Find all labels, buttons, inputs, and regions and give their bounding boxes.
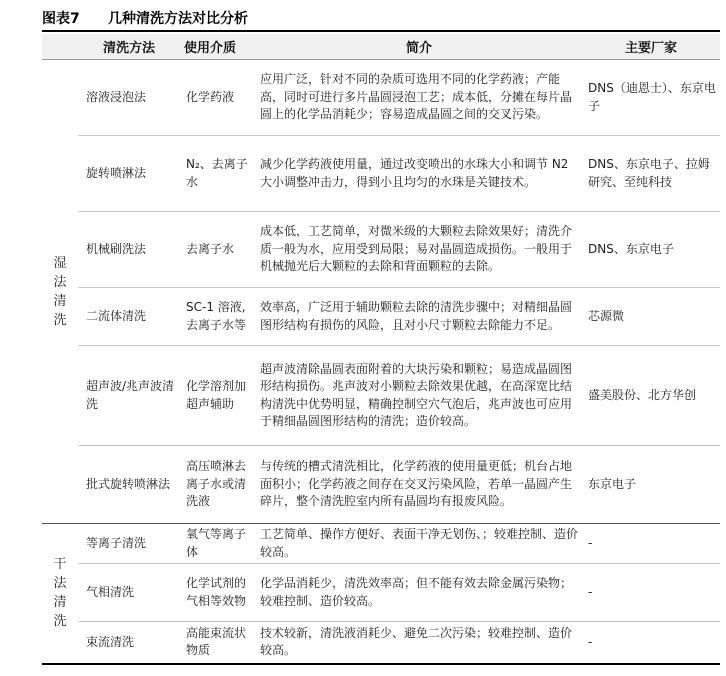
intro-cell: 效率高，广泛用于辅助颗粒去除的清洗步骤中；对精细晶圆图形结构有损伤的风险，且对小尺寸颗粒去除能力不足。 xyxy=(256,288,582,346)
maker-cell: DNS、东京电子、拉姆研究、至纯科技 xyxy=(582,136,720,212)
method-cell: 溶液浸泡法 xyxy=(78,60,180,136)
table-row xyxy=(42,288,720,346)
table-row xyxy=(42,212,720,288)
maker-cell: 芯源微 xyxy=(582,288,720,346)
intro-cell: 超声波清除晶圆表面附着的大块污染和颗粒；易造成晶圆图形结构损伤。兆声波对小颗粒去除效果优越，在高深宽比结构清洗中优势明显，精确控制空穴气泡后，兆声波也可应用于精细晶圆图形结构的清洗；造价较高。 xyxy=(256,346,582,446)
table-row xyxy=(42,564,720,622)
group-wet-label: 湿法清洗 xyxy=(53,255,67,328)
medium-cell: N₂、去离子水 xyxy=(180,136,256,212)
medium-cell: 高压喷淋去离子水或清洗液 xyxy=(180,446,256,524)
method-cell: 气相清洗 xyxy=(78,564,180,622)
header-medium: 使用介质 xyxy=(180,34,256,60)
medium-cell: SC-1 溶液,去离子水等 xyxy=(180,288,256,346)
medium-cell: 氧气等离子体 xyxy=(180,524,256,564)
table-row xyxy=(42,136,720,212)
medium-cell: 化学溶剂加超声辅助 xyxy=(180,346,256,446)
medium-cell: 化学药液 xyxy=(180,60,256,136)
table-row xyxy=(42,60,720,136)
maker-cell: - xyxy=(582,524,720,564)
medium-cell: 高能束流状物质 xyxy=(180,622,256,664)
maker-cell: - xyxy=(582,622,720,664)
intro-cell: 应用广泛，针对不同的杂质可选用不同的化学药液；产能高，同时可进行多片晶圆浸泡工艺；成本低，分摊在每片晶圆上的化学品消耗少；容易造成晶圆之间的交叉污染。 xyxy=(256,60,582,136)
intro-cell: 化学品消耗少，清洗效率高；但不能有效去除金属污染物；较难控制、造价较高。 xyxy=(256,564,582,622)
maker-cell: - xyxy=(582,564,720,622)
intro-cell: 技术较新，清洗液消耗少、避免二次污染；较难控制、造价较高。 xyxy=(256,622,582,664)
intro-cell: 与传统的槽式清洗相比，化学药液的使用量更低；机台占地面积小；化学药液之间存在交叉污染风险，若单一晶圆产生碎片，整个清洗腔室内所有晶圆均有报废风险。 xyxy=(256,446,582,524)
medium-cell: 化学试剂的气相等效物 xyxy=(180,564,256,622)
header-category xyxy=(42,34,78,60)
comparison-table xyxy=(42,34,720,665)
table-row xyxy=(42,446,720,524)
header-method: 清洗方法 xyxy=(78,34,180,60)
table-row xyxy=(42,524,720,564)
table-row xyxy=(42,346,720,446)
method-cell: 旋转喷淋法 xyxy=(78,136,180,212)
maker-cell: 东京电子 xyxy=(582,446,720,524)
intro-cell: 成本低，工艺简单，对微米级的大颗粒去除效果好；清洗介质一般为水，应用受到局限；易对晶圆造成损伤。一般用于机械抛光后大颗粒的去除和背面颗粒的去除。 xyxy=(256,212,582,288)
method-cell: 等离子清洗 xyxy=(78,524,180,564)
method-cell: 机械刷洗法 xyxy=(78,212,180,288)
intro-cell: 减少化学药液使用量，通过改变喷出的水珠大小和调节 N2 大小调整冲击力，得到小且均匀的水珠是关键技术。 xyxy=(256,136,582,212)
figure-label: 图表7 xyxy=(42,11,80,27)
method-cell: 束流清洗 xyxy=(78,622,180,664)
maker-cell: DNS、东京电子 xyxy=(582,212,720,288)
table-row xyxy=(42,622,720,664)
intro-cell: 工艺简单、操作方便好、表面干净无划伤、；较难控制、造价较高。 xyxy=(256,524,582,564)
medium-cell: 去离子水 xyxy=(180,212,256,288)
group-wet-cell xyxy=(42,60,78,524)
header-intro: 简介 xyxy=(256,34,582,60)
group-dry-cell xyxy=(42,524,78,664)
group-dry-label: 干法清洗 xyxy=(53,557,67,630)
maker-cell: DNS（迪恩士）、东京电子 xyxy=(582,60,720,136)
method-cell: 二流体清洗 xyxy=(78,288,180,346)
figure-title: 几种清洗方法对比分析 xyxy=(108,11,248,27)
method-cell: 批式旋转喷淋法 xyxy=(78,446,180,524)
header-row xyxy=(42,34,720,60)
figure-header xyxy=(42,6,720,32)
method-cell: 超声波/兆声波清洗 xyxy=(78,346,180,446)
header-makers: 主要厂家 xyxy=(582,34,720,60)
maker-cell: 盛美股份、北方华创 xyxy=(582,346,720,446)
